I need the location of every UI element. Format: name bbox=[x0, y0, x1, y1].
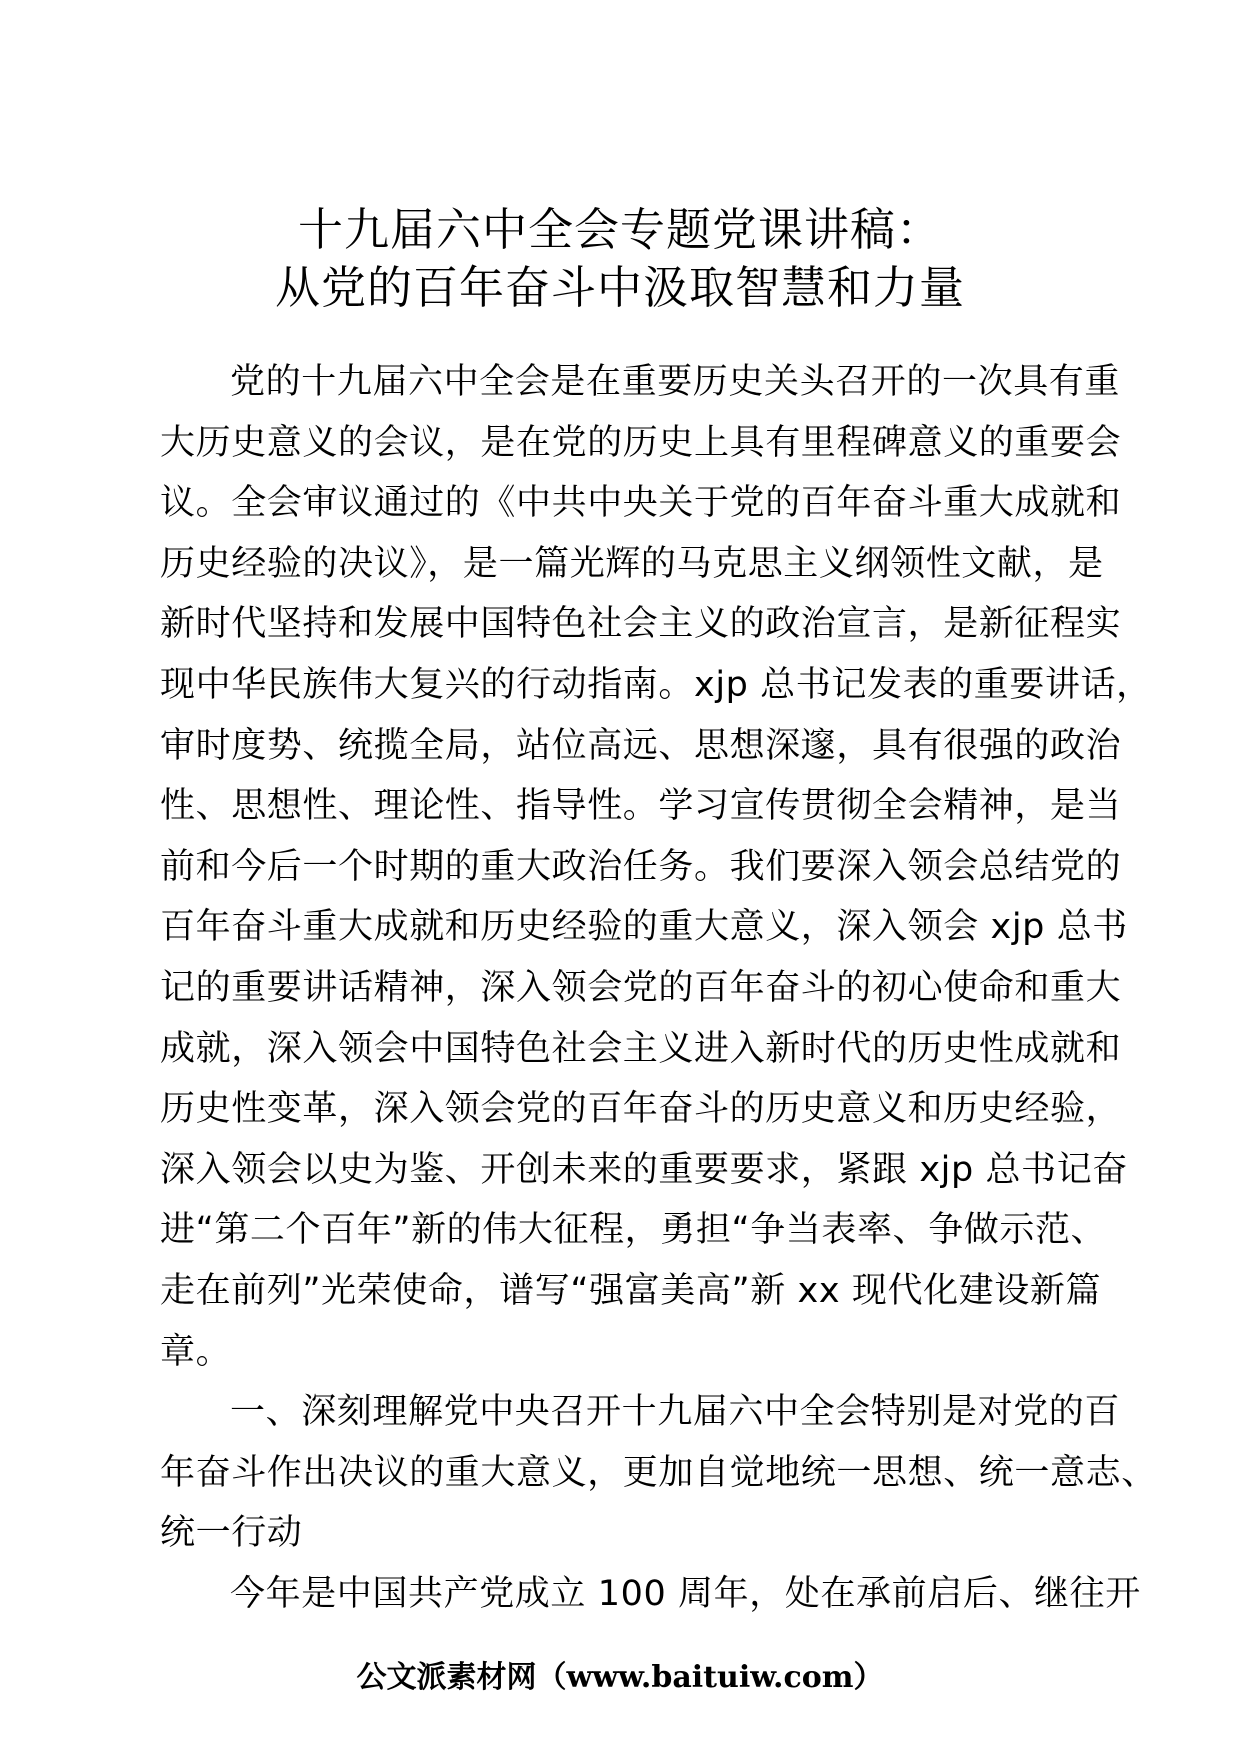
paragraph-line: 前和今后一个时期的重大政治任务。我们要深入领会总结党的 bbox=[160, 846, 1122, 887]
heading-line: 统一行动 bbox=[160, 1513, 303, 1554]
paragraph-line: 议。全会审议通过的《中共中央关于党的百年奋斗重大成就和 bbox=[160, 483, 1122, 524]
paragraph-line: 历史性变革，深入领会党的百年奋斗的历史意义和历史经验， bbox=[160, 1089, 1122, 1130]
paragraph-line: 记的重要讲话精神，深入领会党的百年奋斗的初心使命和重大 bbox=[160, 967, 1122, 1008]
paragraph-line: 走在前列”光荣使命，谱写“强富美高”新 xx 现代化建设新篇 bbox=[160, 1270, 1102, 1311]
paragraph-line: 进“第二个百年”新的伟大征程，勇担“争当表率、争做示范、 bbox=[160, 1210, 1107, 1251]
section-heading-1 bbox=[160, 1382, 1157, 1564]
heading-line: 年奋斗作出决议的重大意义，更加自觉地统一思想、统一意志、 bbox=[160, 1452, 1157, 1493]
paragraph-intro bbox=[160, 352, 1152, 1382]
paragraph-section-1 bbox=[160, 1564, 1141, 1625]
paragraph-line: 审时度势、统揽全局，站位高远、思想深邃，具有很强的政治 bbox=[160, 725, 1122, 766]
heading-line: 一、深刻理解党中央召开十九届六中全会特别是对党的百 bbox=[230, 1392, 1121, 1433]
document-title-line-2: 从党的百年奋斗中汲取智慧和力量 bbox=[274, 261, 965, 314]
paragraph-line: 大历史意义的会议，是在党的历史上具有里程碑意义的重要会 bbox=[160, 422, 1122, 463]
document-body bbox=[160, 352, 1157, 1624]
paragraph-line: 百年奋斗重大成就和历史经验的重大意义，深入领会 xjp 总书 bbox=[160, 907, 1128, 948]
paragraph-line: 新时代坚持和发展中国特色社会主义的政治宣言，是新征程实 bbox=[160, 604, 1122, 645]
paragraph-line: 成就，深入领会中国特色社会主义进入新时代的历史性成就和 bbox=[160, 1028, 1122, 1069]
footer-watermark: 公文派素材网（www.baituiw.com） bbox=[356, 1660, 884, 1695]
paragraph-line: 党的十九届六中全会是在重要历史关头召开的一次具有重 bbox=[230, 362, 1121, 402]
paragraph-line: 现中华民族伟大复兴的行动指南。xjp 总书记发表的重要讲话， bbox=[160, 664, 1152, 705]
document-title-line-1: 十九届六中全会专题党课讲稿： bbox=[297, 203, 942, 256]
paragraph-line: 深入领会以史为鉴、开创未来的重要要求，紧跟 xjp 总书记奋 bbox=[160, 1149, 1128, 1190]
paragraph-line: 性、思想性、理论性、指导性。学习宣传贯彻全会精神，是当 bbox=[160, 786, 1122, 827]
paragraph-line: 今年是中国共产党成立 100 周年，处在承前启后、继往开 bbox=[230, 1573, 1141, 1614]
paragraph-line: 章。 bbox=[160, 1331, 232, 1372]
paragraph-line: 历史经验的决议》，是一篇光辉的马克思主义纲领性文献，是 bbox=[160, 543, 1104, 584]
